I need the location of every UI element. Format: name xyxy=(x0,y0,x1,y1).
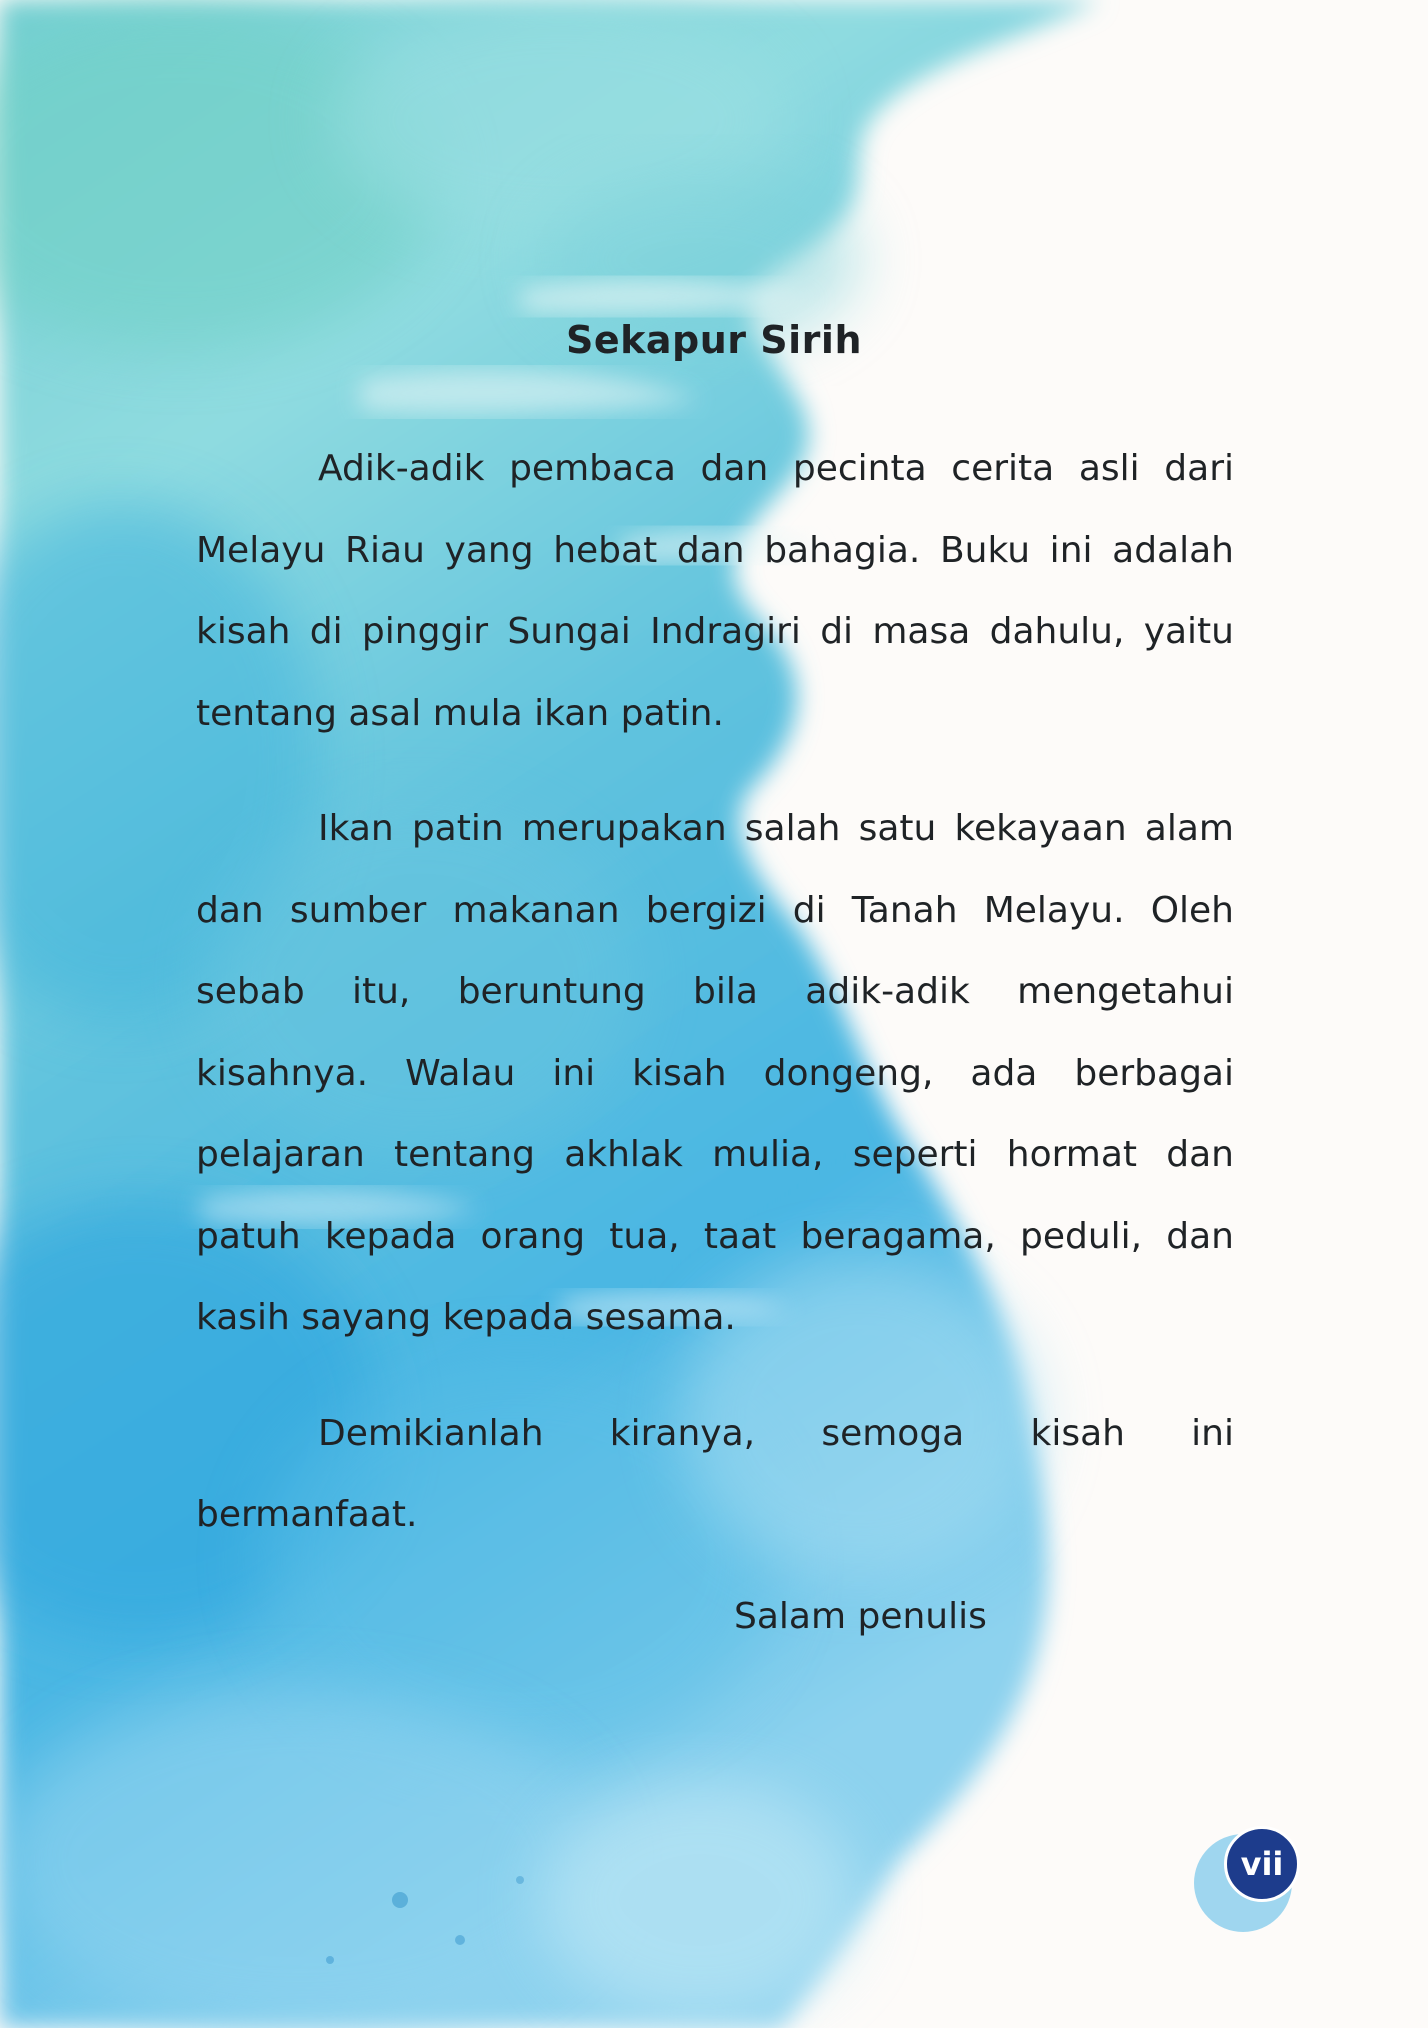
signature: Salam penulis xyxy=(734,1596,987,1637)
page-title: Sekapur Sirih xyxy=(566,318,862,362)
preface-body xyxy=(196,428,1234,1590)
paragraph: Adik-adik pembaca dan pecinta cerita asli dari Melayu Riau yang hebat dan bahagia. Buku ini adalah kisah di pinggir Sungai Indragiri di masa dahulu, yaitu tentang asal mula ikan patin. xyxy=(196,448,1234,734)
page-number-badge xyxy=(1194,1826,1300,1932)
paragraph: Demikianlah kiranya, semoga kisah ini bermanfaat. xyxy=(196,1412,1234,1535)
paragraph: Ikan patin merupakan salah satu kekayaan alam dan sumber makanan bergizi di Tanah Melayu. Oleh sebab itu, beruntung bila adik-adik mengetahui kisahnya. Walau ini kisah dongeng, ada berbagai pelajaran tentang akhlak mulia, seperti hormat dan patuh kepada orang tua, taat beragama, peduli, dan kasih sayang kepada sesama. xyxy=(196,808,1234,1338)
page-number: vii xyxy=(1224,1826,1300,1902)
